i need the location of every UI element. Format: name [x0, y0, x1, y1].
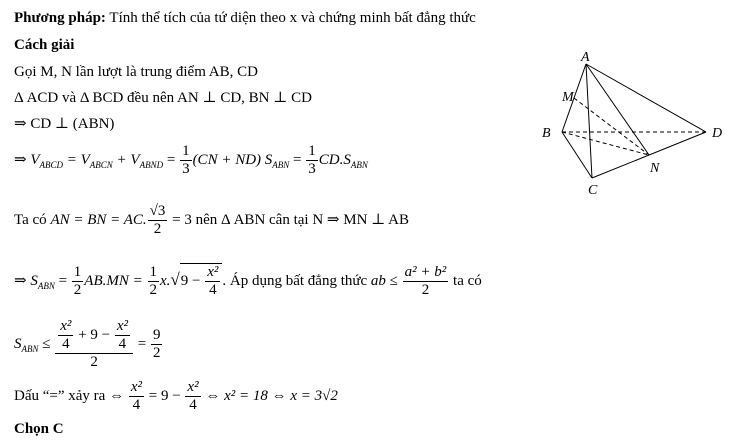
fraction-numerator: √3 [149, 203, 166, 219]
edge-AD [586, 64, 706, 132]
volume-end-sub: ABN [350, 159, 368, 170]
text-line-3: ⇒ CD ⊥ (ABN) [14, 116, 115, 132]
radicand-const: 9 − [180, 272, 205, 289]
radical-sign: √ [170, 269, 180, 289]
area-fraction-1 [72, 264, 84, 299]
isosceles-post: nên Δ ABN cân tại N ⇒ MN ⊥ AB [191, 211, 410, 228]
fraction-numerator: x² [130, 379, 142, 395]
edge-BC [562, 132, 592, 178]
answer-line [14, 420, 64, 438]
area-s-sub: ABN [37, 280, 55, 291]
bound-line [14, 318, 163, 371]
area-eq: = [54, 272, 71, 289]
isosceles-eq: = 3 [168, 211, 192, 228]
fraction-denominator: 3 [308, 161, 316, 177]
bound-big-denominator: 2 [90, 354, 98, 370]
fraction-denominator: 4 [118, 336, 127, 352]
bound-s-sub: ABN [21, 343, 39, 354]
equality-line [14, 379, 338, 414]
label-N: N [650, 161, 660, 176]
area-ineq-lhs: ab ≤ [370, 272, 402, 289]
radicand-fraction [205, 264, 220, 299]
answer-text: Chọn C [14, 421, 64, 437]
volume-fraction-1 [180, 143, 192, 178]
equality-mid: = 9 − [144, 387, 185, 404]
fraction-denominator: 4 [132, 397, 141, 413]
fraction-denominator: 2 [421, 282, 430, 298]
volume-term-2: + V [112, 151, 140, 168]
fraction-numerator: x² [60, 318, 72, 334]
area-line [14, 263, 482, 299]
volume-lhs: ⇒ V [14, 151, 40, 168]
area-text: . Áp dụng bất đẳng thức [222, 272, 371, 289]
bound-big-numerator [55, 318, 133, 354]
isosceles-pre: Ta có [14, 211, 51, 228]
equality-end: ⇔ x² = 18 ⇔ x = 3√2 [201, 387, 338, 404]
bound-result-fraction [151, 327, 163, 362]
fraction-denominator: 4 [209, 282, 217, 298]
fraction-denominator: 3 [182, 161, 190, 177]
label-C: C [588, 183, 598, 198]
fraction-denominator: 2 [152, 345, 161, 361]
volume-lhs-sub: ABCD [39, 159, 63, 170]
fraction-denominator: 4 [189, 397, 197, 413]
equality-fraction-1 [129, 379, 144, 414]
volume-end: CD.S [318, 151, 351, 168]
volume-fraction-2 [306, 143, 318, 178]
equality-fraction-2 [185, 379, 200, 414]
area-x: x. [160, 272, 171, 289]
volume-eq-2: = [163, 151, 180, 168]
isosceles-line [14, 203, 409, 238]
area-ineq-fraction [403, 264, 449, 299]
bound-big-fraction [55, 318, 133, 371]
fraction-denominator: 2 [153, 221, 162, 237]
volume-mid: (CN + ND) S [192, 151, 273, 168]
fraction-numerator: x² [187, 379, 199, 395]
fraction-numerator: 9 [152, 327, 161, 343]
area-ab: AB.MN = [84, 272, 147, 289]
label-A: A [581, 50, 590, 65]
segment-AN [586, 64, 649, 155]
text-line-2: Δ ACD và Δ BCD đều nên AN ⊥ CD, BN ⊥ CD [14, 90, 312, 106]
text-line-1: Gọi M, N lần lượt là trung điểm AB, CD [14, 64, 258, 80]
tetrahedron-figure [536, 48, 731, 198]
isosceles-expr: AN = BN = AC. [50, 211, 147, 228]
volume-term-1-sub: ABCN [89, 159, 113, 170]
fraction-numerator: x² [207, 264, 219, 280]
fraction-denominator: 4 [62, 336, 70, 352]
area-s: ⇒ S [14, 272, 38, 289]
fraction-numerator: 1 [308, 143, 316, 159]
bound-inner-fraction-1 [58, 318, 73, 353]
label-D: D [712, 126, 723, 141]
volume-eq-3: = [289, 151, 306, 168]
equality-pre: Dấu “=” xảy ra ⇔ [14, 387, 128, 404]
method-line [14, 9, 476, 27]
fraction-numerator: x² [116, 318, 128, 334]
volume-term-2-sub: ABND [139, 159, 164, 170]
volume-term-1: = V [62, 151, 90, 168]
area-fraction-2 [148, 264, 160, 299]
solution-heading-text: Cách giải [14, 37, 75, 53]
edge-AC [586, 64, 592, 178]
bound-le: ≤ [38, 335, 55, 352]
area-tail: ta có [449, 272, 482, 289]
fraction-denominator: 2 [149, 282, 157, 298]
fraction-numerator: 1 [73, 264, 82, 280]
fraction-numerator: 1 [182, 143, 190, 159]
bound-inner-fraction-2 [115, 318, 130, 353]
isosceles-fraction [148, 203, 168, 238]
bound-s: S [14, 335, 22, 352]
method-label: Phương pháp: [14, 10, 106, 26]
fraction-numerator: 1 [149, 264, 157, 280]
solution-heading [14, 36, 74, 54]
volume-equation [14, 143, 368, 178]
fraction-numerator: a² + b² [404, 264, 447, 280]
segment-MN-hidden [574, 98, 649, 155]
volume-mid-sub: ABN [272, 159, 290, 170]
bound-eq: = [133, 335, 150, 352]
area-radicand [180, 263, 223, 299]
label-M: M [562, 90, 574, 105]
label-B: B [542, 126, 551, 141]
fraction-denominator: 2 [73, 282, 82, 298]
bound-inner-mid: + 9 − [74, 326, 114, 343]
method-text: Tính thể tích của tứ diện theo x và chứng minh bất đẳng thức [105, 10, 476, 26]
